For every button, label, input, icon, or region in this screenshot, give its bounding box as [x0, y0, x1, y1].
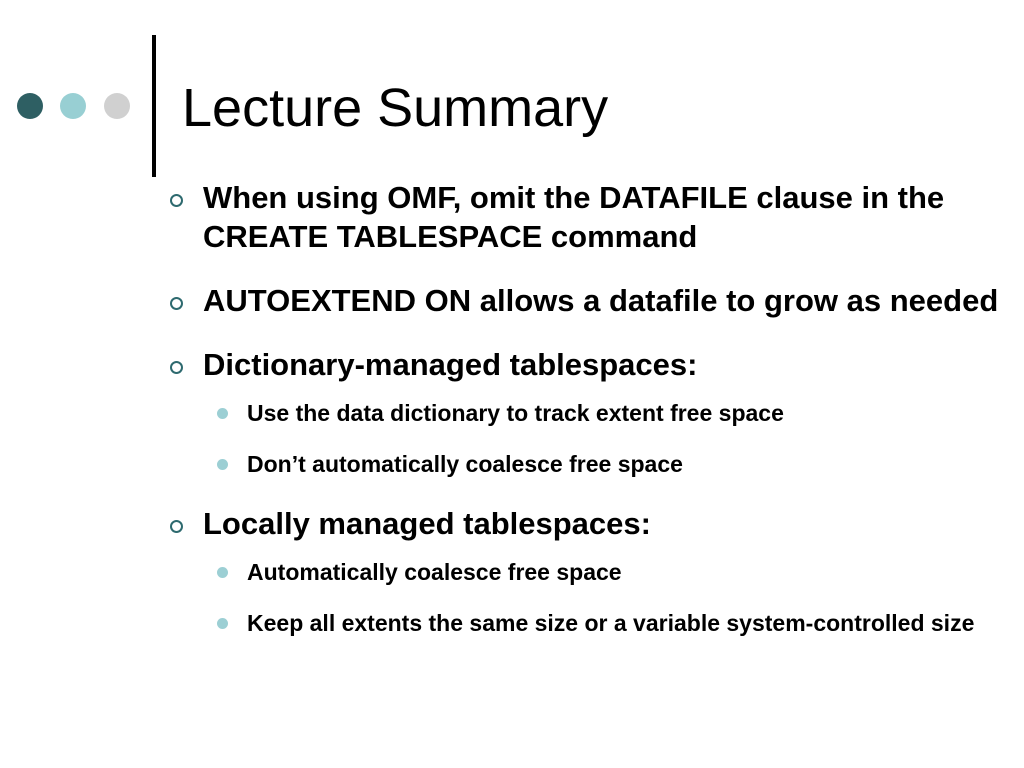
bullet-list: [162, 172, 1018, 638]
slide-title: Lecture Summary: [182, 78, 609, 138]
ring-bullet-icon: [170, 361, 183, 374]
bullet-text: AUTOEXTEND ON allows a datafile to grow as needed: [203, 283, 999, 318]
bullet-item-omf: [162, 178, 1018, 256]
sub-bullet-text: Don’t automatically coalesce free space: [247, 451, 683, 477]
ring-bullet-icon: [170, 194, 183, 207]
bullet-text: Locally managed tablespaces:: [203, 506, 651, 541]
sub-bullet-text: Keep all extents the same size or a variable system-controlled size: [247, 610, 975, 636]
sub-bullet-text: Automatically coalesce free space: [247, 559, 622, 585]
sub-bullet-item: [206, 557, 1018, 587]
ring-bullet-icon: [170, 520, 183, 533]
disc-bullet-icon: [217, 459, 228, 470]
sub-bullet-text: Use the data dictionary to track extent free space: [247, 400, 784, 426]
bullet-text: Dictionary-managed tablespaces:: [203, 347, 698, 382]
disc-bullet-icon: [217, 618, 228, 629]
bullet-item-dictionary-managed: [162, 345, 1018, 384]
sub-bullet-item: [206, 449, 1018, 479]
disc-bullet-icon: [217, 567, 228, 578]
sub-bullet-item: [206, 398, 1018, 428]
bullet-text: When using OMF, omit the DATAFILE clause in the CREATE TABLESPACE command: [203, 180, 945, 254]
decorative-dot-gray: [104, 93, 130, 119]
bullet-item-autoextend: [162, 281, 1018, 320]
title-divider: [152, 35, 156, 177]
decorative-dot-dark: [17, 93, 43, 119]
disc-bullet-icon: [217, 408, 228, 419]
bullet-item-locally-managed: [162, 504, 1018, 543]
sub-bullet-item: [206, 608, 1018, 638]
ring-bullet-icon: [170, 297, 183, 310]
decorative-dot-teal: [60, 93, 86, 119]
